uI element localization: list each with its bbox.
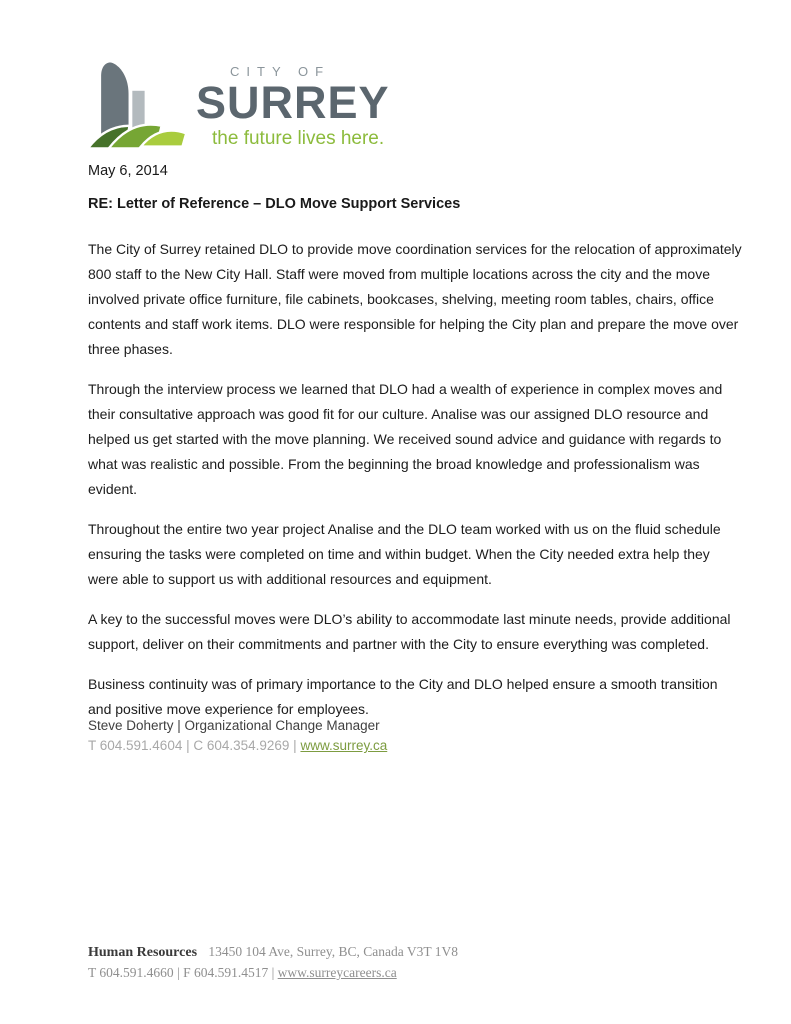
- surrey-logo: [86, 56, 390, 153]
- footer-department: Human Resources: [88, 945, 198, 960]
- signer-name-title: Steve Doherty | Organizational Change Manager: [88, 718, 380, 733]
- footer-phones: T 604.591.4660 | F 604.591.4517 |: [88, 965, 275, 980]
- letter-content: [88, 163, 743, 737]
- page-footer: [88, 944, 458, 981]
- letter-paragraph: Business continuity was of primary importance to the City and DLO helped ensure a smooth transition and positive move experience for employees.: [88, 676, 718, 717]
- surrey-logo-text: [196, 64, 390, 150]
- letter-paragraph: The City of Surrey retained DLO to provide move coordination services for the relocation of approximately 800 staff to the New City Hall. Staff were moved from multiple locations across the city and the move involved private office furniture, file cabinets, bookcases, shelving, meeting room tables, chairs, office contents and staff work items. DLO were responsible for helping the City plan and prepare the move over three phases.: [88, 241, 742, 357]
- footer-contact-line: [88, 965, 458, 981]
- letter-date: May 6, 2014: [88, 163, 168, 179]
- logo-surrey-wordmark: SURREY: [196, 77, 390, 128]
- letter-subject: RE: Letter of Reference – DLO Move Support Services: [88, 196, 461, 212]
- logo-tagline: the future lives here.: [212, 128, 385, 149]
- signer-contact-line: [88, 738, 387, 753]
- letter-paragraph: Throughout the entire two year project Analise and the DLO team worked with us on the fluid schedule ensuring the tasks were completed on time and within budget. When the City needed extra help they were able to support us with additional resources and equipment.: [88, 521, 721, 587]
- footer-department-line: [88, 944, 458, 961]
- surrey-website-link[interactable]: www.surrey.ca: [300, 738, 388, 753]
- signature-block: [88, 718, 387, 753]
- surreycareers-website-link[interactable]: www.surreycareers.ca: [277, 965, 397, 980]
- letter-paragraph: Through the interview process we learned that DLO had a wealth of experience in complex moves and their consultative approach was good fit for our culture. Analise was our assigned DLO resource and helped us get started with the move planning. We received sound advice and guidance with regards to what was realistic and possible. From the beginning the broad knowledge and professionalism was evident.: [88, 381, 723, 497]
- signer-phones: T 604.591.4604 | C 604.354.9269 |: [88, 738, 297, 753]
- footer-address: 13450 104 Ave, Surrey, BC, Canada V3T 1V8: [208, 944, 459, 959]
- letter-paragraph: A key to the successful moves were DLO’s ability to accommodate last minute needs, provide additional support, deliver on their commitments and partner with the City to ensure everything was completed.: [88, 611, 731, 652]
- surrey-logo-icon: [86, 56, 190, 153]
- logo-city-of-label: CITY OF: [230, 64, 331, 79]
